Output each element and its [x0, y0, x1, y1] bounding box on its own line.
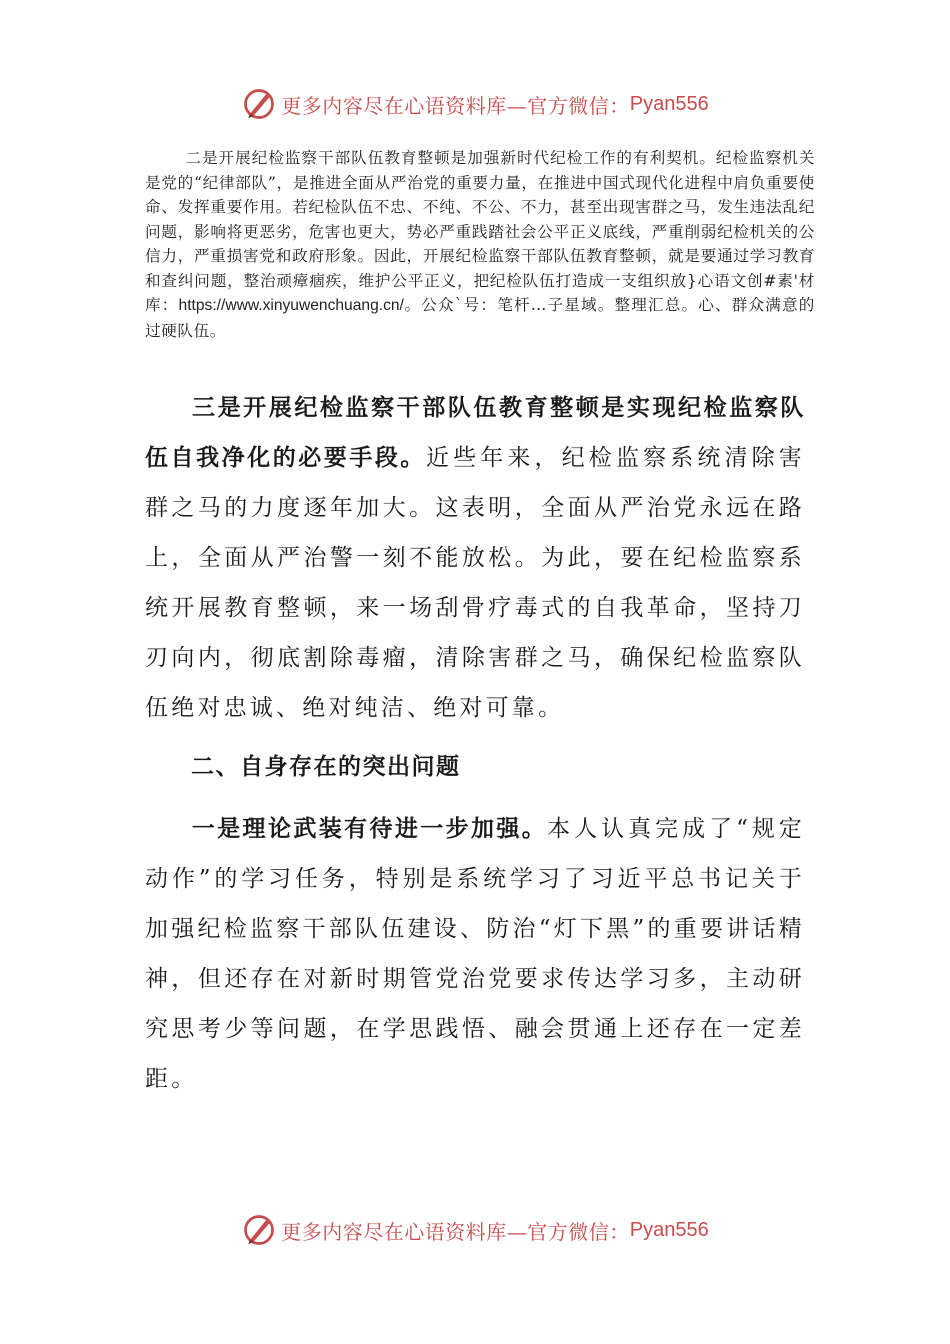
- paragraph-three-body: 近些年来，纪检监察系统清除害群之马的力度逐年加大。这表明，全面从严治党永远在路上，全面从严治警一刻不能放松。为此，要在纪检监察系统开展教育整顿，来一场刮骨疗毒式的自我革命，坚持刀刃向内，彻底割除毒瘤，清除害群之马，确保纪检监察队伍绝对忠诚、绝对纯洁、绝对可靠。: [145, 445, 805, 721]
- watermark-text: 更多内容尽在心语资料库—官方微信：: [281, 1219, 630, 1244]
- paragraph-small: [145, 146, 815, 343]
- source-url: https://www.xinyuwenchuang.cn/: [178, 297, 404, 314]
- watermark-id: Pyan556: [629, 1218, 709, 1241]
- section-heading: 二、自身存在的突出问题: [191, 753, 461, 780]
- pen-logo-icon: [241, 86, 277, 122]
- paragraph-small-tail: 。公众`号：笔杆…子星域。整理汇总。心、群众满意的过硬队伍。: [145, 296, 815, 340]
- paragraph-three: [145, 383, 805, 733]
- header-watermark: [0, 84, 950, 124]
- paragraph-three-lead: 三是开展纪检监察干部队伍教育整顿是实现纪检监察队伍自我净化的必要手段。: [145, 394, 805, 471]
- paragraph-four-lead: 一是理论武装有待进一步加强。: [191, 815, 548, 842]
- watermark-id: Pyan556: [629, 92, 709, 115]
- watermark-text: 更多内容尽在心语资料库—官方微信：: [281, 93, 630, 118]
- paragraph-small-text: 二是开展纪检监察干部队伍教育整顿是加强新时代纪检工作的有利契机。纪检监察机关是党的“纪律部队”，是推进全面从严治党的重要力量，在推进中国式现代化进程中肩负重要使命、发挥重要作用。若纪检队伍不忠、不纯、不公、不力，甚至出现害群之马，发生违法乱纪问题，影响将更恶劣，危害也更大，势必严重践踏社会公平正义底线，严重削弱纪检机关的公信力，严重损害党和政府形象。因此，开展纪检监察干部队伍教育整顿，就是要通过学习教育和查纠问题，整治顽瘴痼疾，维护公平正义，把纪检队伍打造成一支组织放}心语文创#素'材库：: [145, 149, 815, 314]
- footer-watermark: [0, 1210, 950, 1250]
- paragraph-four: [145, 804, 805, 1104]
- paragraph-four-body: 本人认真完成了“规定动作”的学习任务，特别是系统学习了习近平总书记关于加强纪检监察干部队伍建设、防治“灯下黑”的重要讲话精神，但还存在对新时期管党治党要求传达学习多，主动研究思考少等问题，在学思践悟、融会贯通上还存在一定差距。: [145, 816, 805, 1092]
- pen-logo-icon: [241, 1212, 277, 1248]
